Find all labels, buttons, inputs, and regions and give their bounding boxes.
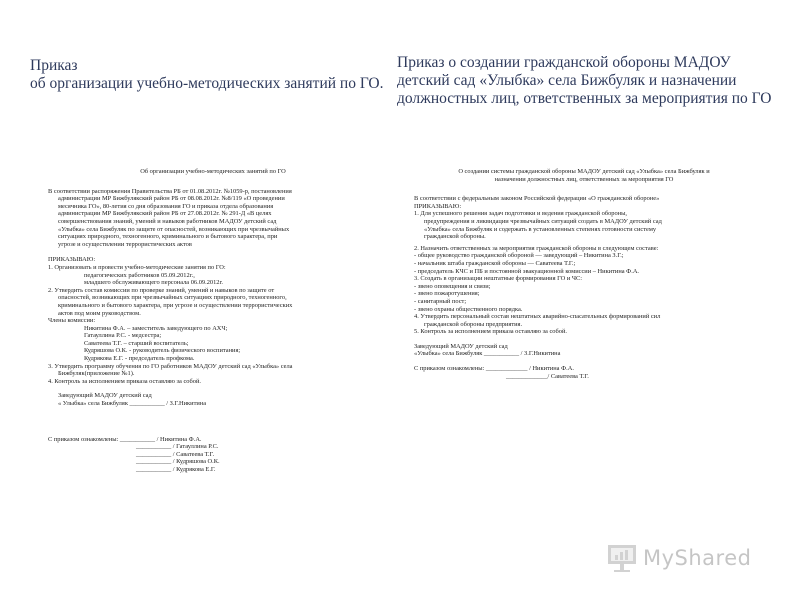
item-2: 2. Утвердить состав комиссии по проверке знаний, умений и навыков по защите от [48,286,275,294]
left-doc-body [48,188,378,249]
slide-title-right [397,54,771,108]
item-5: 5. Контроль за исполнением приказа оставляю за собой. [414,328,567,336]
text-line: «Улыбка» села Бижбуляк по защите от опасностей, возникающих при чрезвычайных [58,225,290,233]
order-word: ПРИКАЗЫВАЮ: [48,256,96,264]
item-4: 4. Утвердить персональный состав нештатных аварийно-спасательных формирований сил [414,313,661,321]
item-1: 1. Для успешного решения задач подготовки и ведения гражданской обороны, [414,210,627,218]
acquainted-line: ___________ / Кудряшова О.К. [136,458,220,466]
title-right-line-1: Приказ о создании гражданской обороны МАДОУ [397,54,731,71]
heading-line: О создании системы гражданской обороны МАДОУ детский сад «Улыбка» села Бижбуляк и [458,168,710,175]
item-3-line: Бижбуляк(приложение №1). [58,370,135,378]
watermark-text: MyShared [643,546,752,570]
title-left-line-2: об организации учебно-методических занятий по ГО. [30,75,384,92]
acquainted-line: С приказом ознакомлены: _____________ / Никитина Ф.А. [414,365,574,373]
member-line: Саватеева Т.Г. – старший воспитатель; [84,339,189,347]
item-3: 3. Создать в организации нештатные формирования ГО и ЧС: [414,275,583,283]
text-line: совершенствования знаний, умений и навыков работников МАДОУ детский сад [58,217,277,225]
order-word: ПРИКАЗЫВАЮ: [414,202,462,210]
signature-line: Заведующий МАДОУ детский сад [58,392,152,400]
member-line: Кудряшова О.К. - руководитель физического воспитания; [84,347,241,355]
item-1-sub: младшего обслуживающего персонала 06.09.2012г. [84,279,223,287]
myshared-watermark [605,540,751,576]
text-line: ситуациях природного, техногенного, криминального и бытового характера, при [58,233,278,241]
item-1-sub: педагогических работников 05.09.2012г., [84,271,195,279]
item-1: 1. Организовать и провести учебно-методические занятия по ГО: [48,263,226,271]
right-doc-heading [414,168,754,183]
list-item: - звено охраны общественного порядка. [414,305,523,313]
text-line: угрозе и осуществлении террористических актов [58,240,192,248]
item-4: 4. Контроль за исполнением приказа оставляю за собой. [48,377,201,385]
acquainted-line: ___________ / Саватеева Т.Г. [136,450,215,458]
item-4-line: гражданской обороны предприятия. [424,320,523,328]
member-line: Никитина Ф.А. – заместитель заведующего по АХЧ; [84,324,228,332]
title-left-line-1: Приказ [30,57,78,74]
signature-line: « Улыбка» села Бижбуляк ___________ / З.Г.Никитина [58,400,207,408]
item-2: 2. Назначить ответственных за мероприятия гражданской обороны в следующем составе: [414,244,659,252]
member-line: Кудрякова Е.Г. - председатель профкома. [84,355,195,363]
member-line: Гатауллина Р.С. - медсестра; [84,332,162,340]
acquainted-line: _____________/ Саватеева Т.Г. [506,372,589,380]
intro: В соответствии с федеральным законом Российской федерации «О гражданской обороне» [414,195,660,203]
text-line: месячника ГО», 80-летия со дня образования ГО и приказа отдела образования [58,202,274,210]
slide-title-left [30,57,383,93]
signature-line: «Улыбка» села Бижбуляк ___________ / З.Г.Никитина [414,350,561,358]
members-label: Члены комиссии: [48,317,96,325]
item-1-line: предупреждения и ликвидации чрезвычайных ситуаций создать в МАДОУ детский сад [424,217,662,225]
presentation-icon [605,541,639,575]
item-2-line: криминального и бытового характера, при угрозе и осуществлении террористических [58,301,293,309]
item-1-line: гражданской обороны. [424,233,486,241]
item-2-line: опасностей, возникающих при чрезвычайных ситуациях природного, техногенного, [58,294,287,302]
text-line: В соответствии распоряжения Правительства РБ от 01.08.2012г. №1059-р, постановления [48,187,292,195]
text-line: администрации МР Бижбулякский район РБ от 08.08.2012г. №8/119 «О проведении [58,195,285,203]
title-right-line-3: должностных лиц, ответственных за мероприятия по ГО [397,90,772,107]
acquainted-line: ___________ / Гатауллина Р.С. [136,443,219,451]
list-item: - начальник штаба гражданской обороны — Саватеева Т.Г.; [414,259,576,267]
list-item: - звено пожаротушения; [414,290,480,298]
item-1-line: «Улыбка» села Бижбуляк и содержать в установленных степенях готовности систему [424,225,657,233]
left-order-document [48,168,378,474]
item-3: 3. Утвердить программу обучения по ГО работников МАДОУ детский сад «Улыбка» села [48,362,293,370]
list-item: - звено оповещения и связи; [414,282,491,290]
signature-line: Заведующий МАДОУ детский сад [414,342,508,350]
acquainted-line: С приказом ознакомлены: ___________ / Никитина Ф.А. [48,435,202,443]
list-item: - председатель КЧС и ПБ и постоянной эвакуационной комиссии – Никитина Ф.А. [414,267,640,275]
list-item: - санитарный пост; [414,297,467,305]
left-doc-heading: Об организации учебно-методических занятий по ГО [140,168,286,175]
title-right-line-2: детский сад «Улыбка» села Бижбуляк и назначении [397,72,737,89]
text-line: администрации МР Бижбулякский район РБ от 27.08.2012г. № 291-Д «В целях [58,210,272,218]
heading-line: назначении должностных лиц, ответственных за мероприятия ГО [494,175,674,183]
item-2-line: актов под моим руководством. [58,309,141,317]
list-item: - общее руководство гражданской обороной — заведующий – Никитина З.Г.; [414,252,624,260]
right-order-document [414,168,754,380]
acquainted-line: ___________ / Кудрякова Е.Г. [136,466,216,473]
